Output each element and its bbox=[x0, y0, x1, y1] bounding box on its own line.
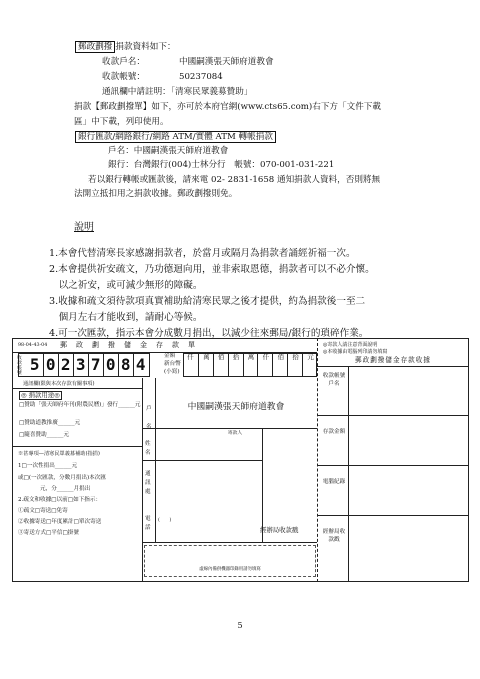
machine-area-note: 虛線內備供機器印錄用請勿填寫 bbox=[199, 567, 261, 572]
acct-digit: 2 bbox=[58, 354, 73, 376]
slip-stamp-label: 經辦局收款戳 bbox=[260, 526, 299, 534]
slip-title: 郵 政 劃 撥 儲 金 存 款 單 bbox=[60, 341, 196, 349]
payee-side-label: 戶 名 bbox=[146, 406, 152, 430]
receipt-option1: ①疏文□寄送□免寄 bbox=[18, 508, 68, 514]
amount-unit: 佰 bbox=[213, 354, 229, 376]
sender-section-label: 寄款人 bbox=[227, 431, 243, 436]
receipt-label-record: 電腦紀錄 bbox=[322, 479, 346, 485]
receipt-title: 郵政劃撥儲金存款收據 bbox=[355, 356, 431, 364]
amount-unit: 拾 bbox=[228, 354, 244, 376]
amount-label-mid: 新台幣 bbox=[164, 361, 181, 367]
payee-name-label: 收款戶名： bbox=[102, 57, 145, 67]
bank-note-line1: 若以銀行轉帳或匯款後，請來電 02- 2831-1658 通知捐款人資料，否則將無 bbox=[88, 175, 381, 185]
sender-phone-label: 電 話 bbox=[145, 516, 151, 531]
poor-option3: 元，分______月捐出 bbox=[40, 486, 91, 492]
receipt-note1: ◎寄款人請注意背面說明 bbox=[323, 342, 378, 348]
postal-form-line1: 捐款【郵政劃撥單】如下，亦可於本府官網(www.cts65.com)右下方「文件下載 bbox=[74, 102, 381, 112]
payee-name-value: 中國嗣漢張天師府道教會 bbox=[179, 57, 274, 67]
acct-digit: 3 bbox=[73, 354, 88, 376]
postal-heading-tag: 郵政劃撥 bbox=[75, 41, 115, 53]
note-item: 3.收據和疏文須待款項真實補助給清寒民眾之後才提供，約為捐款後一至二 bbox=[49, 296, 366, 307]
acct-digit: 4 bbox=[133, 354, 148, 376]
receipt-option3: ③寄送方式□平信□掛號 bbox=[18, 530, 79, 536]
receipt-label-stamp: 經辦局收款戳 bbox=[322, 529, 346, 543]
notice-label: 通訊欄(限與本次存款有關事項) bbox=[23, 381, 95, 387]
bank-name-line: 戶名：中國嗣漢張天師府道教會 bbox=[108, 146, 229, 156]
acct-side-label: 收 款 帳 號 bbox=[17, 356, 22, 376]
acct-digit: 8 bbox=[118, 354, 133, 376]
postal-note-line: 通訊欄中請註明：「清寒民眾義募贊助」 bbox=[102, 87, 253, 97]
bank-heading: 銀行匯款/網路銀行/網路 ATM/實體 ATM 轉帳捐款 bbox=[75, 132, 276, 143]
acct-digit: 5 bbox=[29, 355, 40, 374]
acct-digit: 7 bbox=[88, 354, 103, 376]
poor-option1: 1□一次性捐出______元 bbox=[18, 463, 78, 469]
amount-unit: 仟 bbox=[187, 353, 194, 361]
receipt-label-amount: 存款金額 bbox=[322, 429, 346, 435]
page-number: 5 bbox=[237, 621, 243, 630]
poor-heading: ※甚專項—清寒民眾義募補助(指捐) bbox=[18, 451, 100, 457]
amount-unit: 仟 bbox=[257, 354, 273, 376]
note-item: 1.本會代替清寒長家感謝捐款者，於當月或隔月為捐款者誦經祈福一次。 bbox=[49, 248, 356, 259]
payee-acct-value: 50237084 bbox=[179, 72, 223, 82]
amount-unit: 萬 bbox=[243, 354, 259, 376]
amount-unit: 元 bbox=[302, 354, 318, 376]
bank-acct-line: 銀行：台灣銀行(004)士林分行 帳號：070-001-031-221 bbox=[108, 160, 335, 170]
sender-name-label: 姓 名 bbox=[145, 441, 151, 456]
note-item: 以之祈安，或可減少無形的障礙。 bbox=[49, 280, 203, 291]
slip-code: 98-04-43-04 bbox=[18, 343, 48, 348]
amount-label-top: 金額 bbox=[164, 353, 176, 359]
acct-digits bbox=[28, 354, 148, 376]
receipt-note2: ◎本收據由電腦列印請勿填寫 bbox=[323, 349, 388, 355]
opt-yearbook: □贊助「張天師府年刊(附農民曆)」發行______元 bbox=[19, 402, 141, 408]
bank-note-line2: 法開立抵扣用之捐款收據。郵政劃撥則免。 bbox=[74, 189, 238, 199]
postal-heading-rest: 捐款資料如下： bbox=[115, 42, 176, 52]
acct-digit: 0 bbox=[103, 354, 118, 376]
purpose-label: ◎ 捐款用途◎ bbox=[21, 391, 60, 399]
receipt-label-acct: 收款帳號戶名 bbox=[322, 373, 346, 387]
acct-digit: 0 bbox=[43, 354, 58, 376]
slip-payee-name: 中國嗣漢張天師府道教會 bbox=[187, 402, 285, 412]
phone-area-code: ( ) bbox=[158, 518, 172, 523]
opt-free: □隨喜贊助______元 bbox=[19, 432, 70, 438]
amount-units bbox=[183, 353, 317, 363]
note-item: 個月左右才能收到，請耐心等候。 bbox=[49, 312, 203, 323]
amount-unit: 佰 bbox=[272, 354, 288, 376]
postal-form-line2: 區」中下載，列印使用。 bbox=[74, 117, 169, 127]
amount-unit: 萬 bbox=[198, 354, 214, 376]
note-item: 4.可一次匯款，指示本會分成數月捐出，以減少往來郵局/銀行的瑣碎作業。 bbox=[49, 328, 369, 339]
note-item: 2.本會提供祈安疏文，乃功德迴向用，並非索取恩德，捐款者可以不必介懷。 bbox=[49, 264, 375, 275]
receipt-line: 2.疏文和收據□以前□如下指示： bbox=[18, 497, 102, 503]
receipt-option2: ②收據寄送□年度累計□單次寄送 bbox=[18, 519, 102, 525]
opt-promote: □贊助道教推廣______元 bbox=[19, 420, 81, 426]
poor-option2: 或□(一次匯款，分數月捐出)本次匯 bbox=[18, 475, 106, 481]
postal-heading bbox=[75, 42, 176, 53]
amount-label-bot: (小寫) bbox=[164, 369, 180, 375]
notes-heading: 說明 bbox=[74, 222, 94, 233]
sender-address-label: 通 訊 處 bbox=[145, 471, 151, 495]
amount-unit: 拾 bbox=[287, 354, 303, 376]
payee-acct-label: 收款帳號： bbox=[102, 72, 145, 82]
